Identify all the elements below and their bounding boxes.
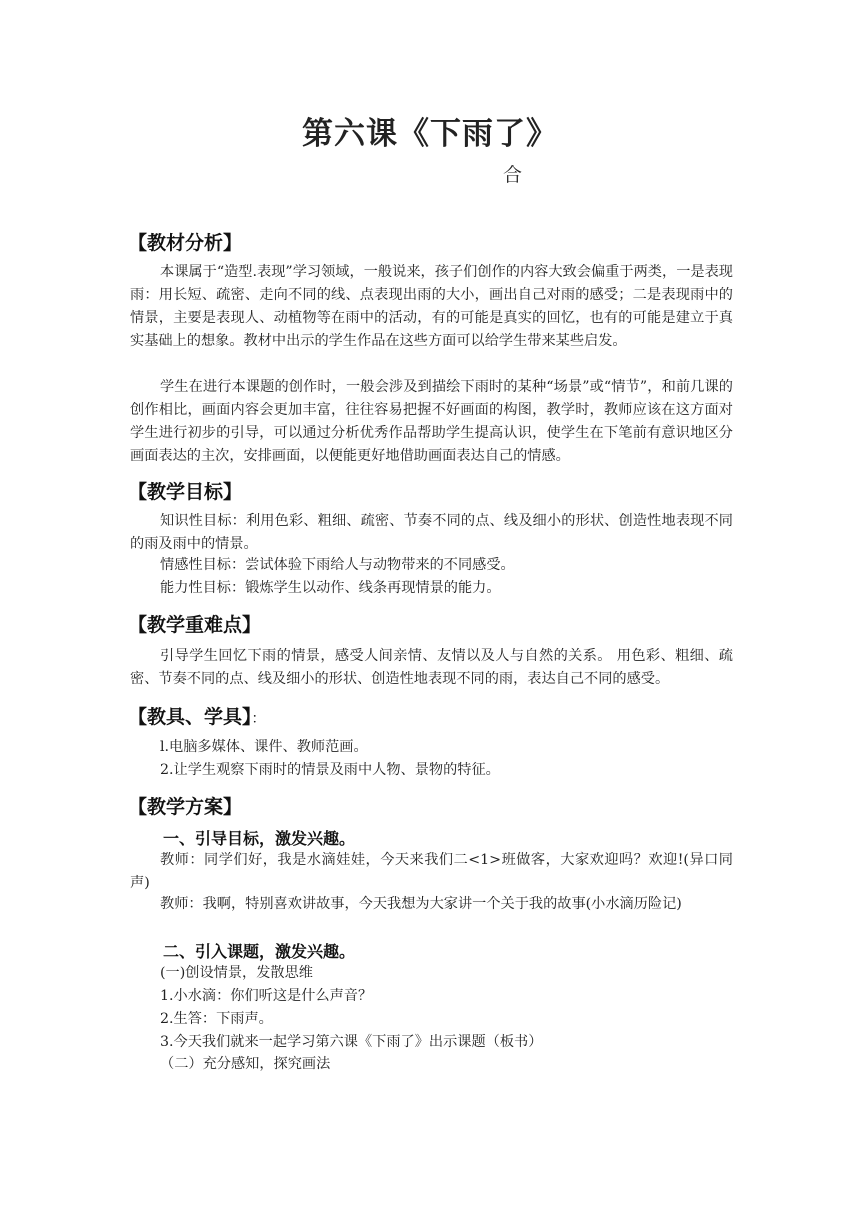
keypoints-paragraph: 引导学生回忆下雨的情景，感受人间亲情、友情以及人与自然的关系。 用色彩、粗细、疏密、节奏不同的点、线及细小的形状、创造性地表现不同的雨，表达自己不同的感受。 bbox=[130, 648, 733, 687]
tools-item-2: 2.让学生观察下雨时的情景及雨中人物、景物的特征。 bbox=[160, 762, 500, 778]
plan-step-1-paragraph-2: 教师：我啊，特别喜欢讲故事，今天我想为大家讲一个关于我的故事(小水滴历险记) bbox=[160, 896, 682, 912]
plan-step-2-item-3: 3.今天我们就来一起学习第六课《下雨了》出示课题（板书） bbox=[160, 1034, 543, 1050]
section-heading-tools bbox=[128, 702, 266, 729]
section-heading-keypoints: 【教学重难点】 bbox=[128, 614, 262, 636]
plan-step-2-sub-b: （二）充分感知，探究画法 bbox=[160, 1056, 331, 1072]
goal-ability: 能力性目标：锻炼学生以动作、线条再现情景的能力。 bbox=[160, 580, 501, 596]
section-heading-plan: 【教学方案】 bbox=[128, 796, 243, 818]
section-heading-tools-suffix: ： bbox=[251, 711, 266, 727]
section-heading-tools-label: 【教具、学具】 bbox=[128, 706, 252, 728]
goal-emotion: 情感性目标：尝试体验下雨给人与动物带来的不同感受。 bbox=[160, 557, 515, 573]
tools-item-1: l.电脑多媒体、课件、教师范画。 bbox=[160, 739, 368, 755]
author-name: 合 bbox=[503, 164, 523, 186]
section-heading-analysis: 【教材分析】 bbox=[128, 232, 243, 254]
plan-step-2-title: 二、引入课题，激发兴趣。 bbox=[163, 942, 356, 961]
plan-step-1-paragraph-1: 教师：同学们好，我是水滴娃娃，今天来我们二<1>班做客，大家欢迎吗？欢迎!(异口同声) bbox=[130, 852, 733, 891]
analysis-paragraph-1: 本课属于“造型.表现”学习领域，一般说来，孩子们创作的内容大致会偏重于两类，一是表现雨：用长短、疏密、走向不同的线、点表现出雨的大小，画出自己对雨的感受；二是表现雨中的情景，主要是表现人、动植物等在雨中的活动，有的可能是真实的回忆，也有的可能是建立于真实基础上的想象。教材中出示的学生作品在这些方面可以给学生带来某些启发。 bbox=[130, 264, 733, 349]
plan-step-2-item-1: 1.小水滴：你们听这是什么声音？ bbox=[160, 988, 373, 1004]
page-title: 第六课《下雨了》 bbox=[302, 116, 558, 152]
analysis-paragraph-2: 学生在进行本课题的创作时，一般会涉及到描绘下雨时的某种“场景”或“情节”，和前几课的创作相比，画面内容会更加丰富，往往容易把握不好画面的构图，教学时，教师应该在这方面对学生进行初步的引导，可以通过分析优秀作品帮助学生提高认识，使学生在下笔前有意识地区分画面表达的主次，安排画面，以便能更好地借助画面表达自己的情感。 bbox=[130, 379, 733, 464]
section-heading-goals: 【教学目标】 bbox=[128, 481, 243, 503]
plan-step-1-title: 一、引导目标，激发兴趣。 bbox=[163, 829, 356, 848]
plan-step-2-item-2: 2.生答：下雨声。 bbox=[160, 1011, 273, 1027]
plan-step-2-sub-a: (一)创设情景，发散思维 bbox=[160, 965, 313, 981]
goal-knowledge: 知识性目标：利用色彩、粗细、疏密、节奏不同的点、线及细小的形状、创造性地表现不同的雨及雨中的情景。 bbox=[130, 513, 733, 552]
